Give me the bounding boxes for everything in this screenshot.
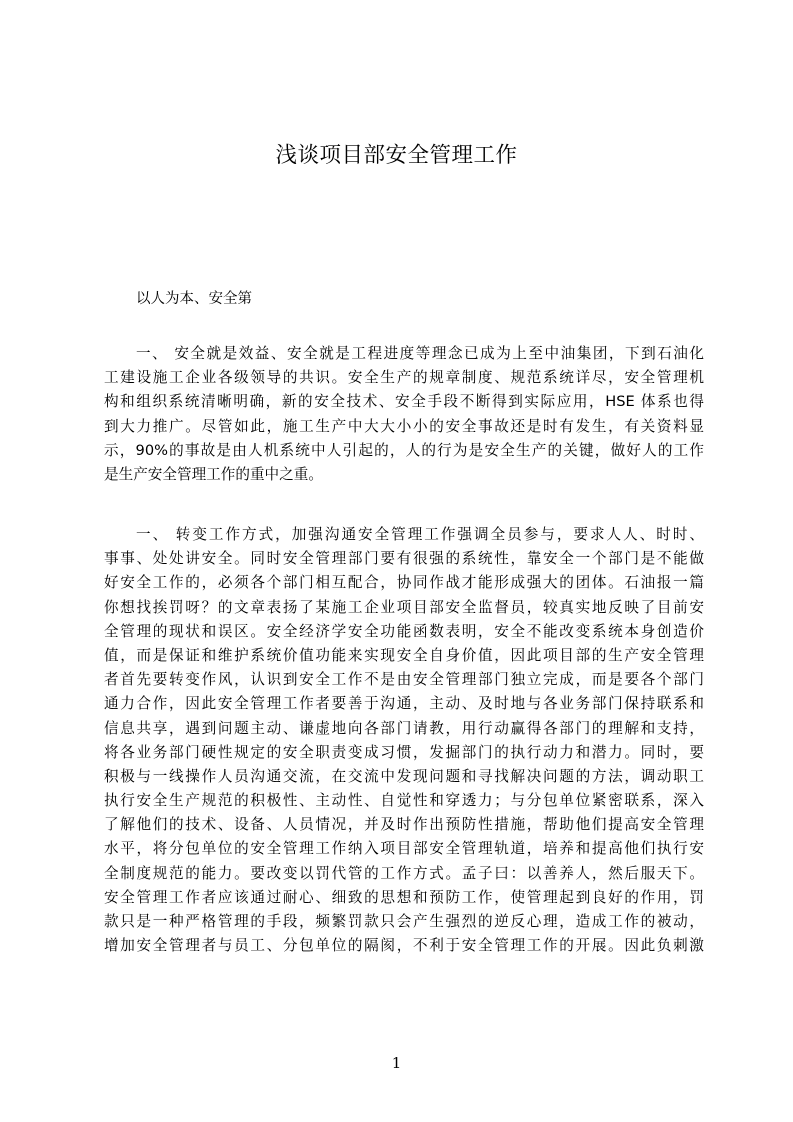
page-number: 1 <box>391 1054 402 1072</box>
paragraph-line: 安全管理工作者应该通过耐心、细致的思想和预防工作，使管理起到良好的作用，罚 <box>104 888 704 906</box>
paragraph-line: 到大力推广。尽管如此，施工生产中大大小小的安全事故还是时有发生，有关资料显 <box>104 417 704 435</box>
paragraph-line: 将各业务部门硬性规定的安全职责变成习惯，发掘部门的执行动力和潜力。同时，要 <box>104 743 704 761</box>
paragraph-line: 者首先要转变作风，认识到安全工作不是由安全管理部门独立完成，而是要各个部门 <box>104 671 704 689</box>
paragraph-line: 款只是一种严格管理的手段，频繁罚款只会产生强烈的逆反心理，造成工作的被动， <box>104 913 704 930</box>
paragraph-line: 通力合作，因此安全管理工作者要善于沟通，主动、及时地与各业务部门保持联系和 <box>104 695 704 713</box>
paragraph-line: 示，90%的事故是由人机系统中人引起的，人的行为是安全生产的关键，做好人的工作 <box>104 441 704 459</box>
paragraph-line: 水平，将分包单位的安全管理工作纳入项目部安全管理轨道，培养和提高他们执行安 <box>104 840 704 858</box>
paragraph-1 <box>104 342 704 487</box>
document-title: 浅谈项目部安全管理工作 <box>275 143 518 168</box>
section-subheading: 以人为本、安全第 <box>136 291 252 307</box>
paragraph-line: 工建设施工企业各级领导的共识。安全生产的规章制度、规范系统详尽，安全管理机 <box>104 369 704 387</box>
paragraph-line: 全管理的现状和误区。安全经济学安全功能函数表明，安全不能改变系统本身创造价 <box>104 622 704 640</box>
paragraph-line: 增加安全管理者与员工、分包单位的隔阂，不利于安全管理工作的开展。因此负刺激 <box>104 937 704 955</box>
paragraph-line: 积极与一线操作人员沟通交流，在交流中发现问题和寻找解决问题的方法，调动职工 <box>104 767 704 785</box>
paragraph-line: 信息共享，遇到问题主动、谦虚地向各部门请教，用行动赢得各部门的理解和支持， <box>104 719 704 737</box>
paragraph-line: 了解他们的技术、设备、人员情况，并及时作出预防性措施，帮助他们提高安全管理 <box>104 816 704 834</box>
paragraph-line: 一、 安全就是效益、安全就是工程进度等理念已成为上至中油集团，下到石油化 <box>136 345 704 362</box>
paragraph-line: 你想找挨罚呀？的文章表扬了某施工企业项目部安全监督员，较真实地反映了目前安 <box>104 598 704 616</box>
paragraph-line: 全制度规范的能力。要改变以罚代管的工作方式。孟子曰：以善养人，然后服天下。 <box>104 864 704 882</box>
paragraph-line: 值，而是保证和维护系统价值功能来实现安全自身价值，因此项目部的生产安全管理 <box>104 646 704 664</box>
paragraph-line: 是生产安全管理工作的重中之重。 <box>104 465 323 483</box>
paragraph-2 <box>104 523 704 958</box>
paragraph-line: 事事、处处讲安全。同时安全管理部门要有很强的系统性，靠安全一个部门是不能做 <box>104 550 704 568</box>
paragraph-line: 执行安全生产规范的积极性、主动性、自觉性和穿透力；与分包单位紧密联系，深入 <box>104 792 704 810</box>
paragraph-line: 好安全工作的，必须各个部门相互配合，协同作战才能形成强大的团体。石油报一篇 <box>104 574 704 592</box>
paragraph-line: 构和组织系统清晰明确，新的安全技术、安全手段不断得到实际应用，HSE 体系也得 <box>104 393 704 411</box>
paragraph-line: 一、 转变工作方式，加强沟通安全管理工作强调全员参与，要求人人、时时、 <box>136 526 704 543</box>
